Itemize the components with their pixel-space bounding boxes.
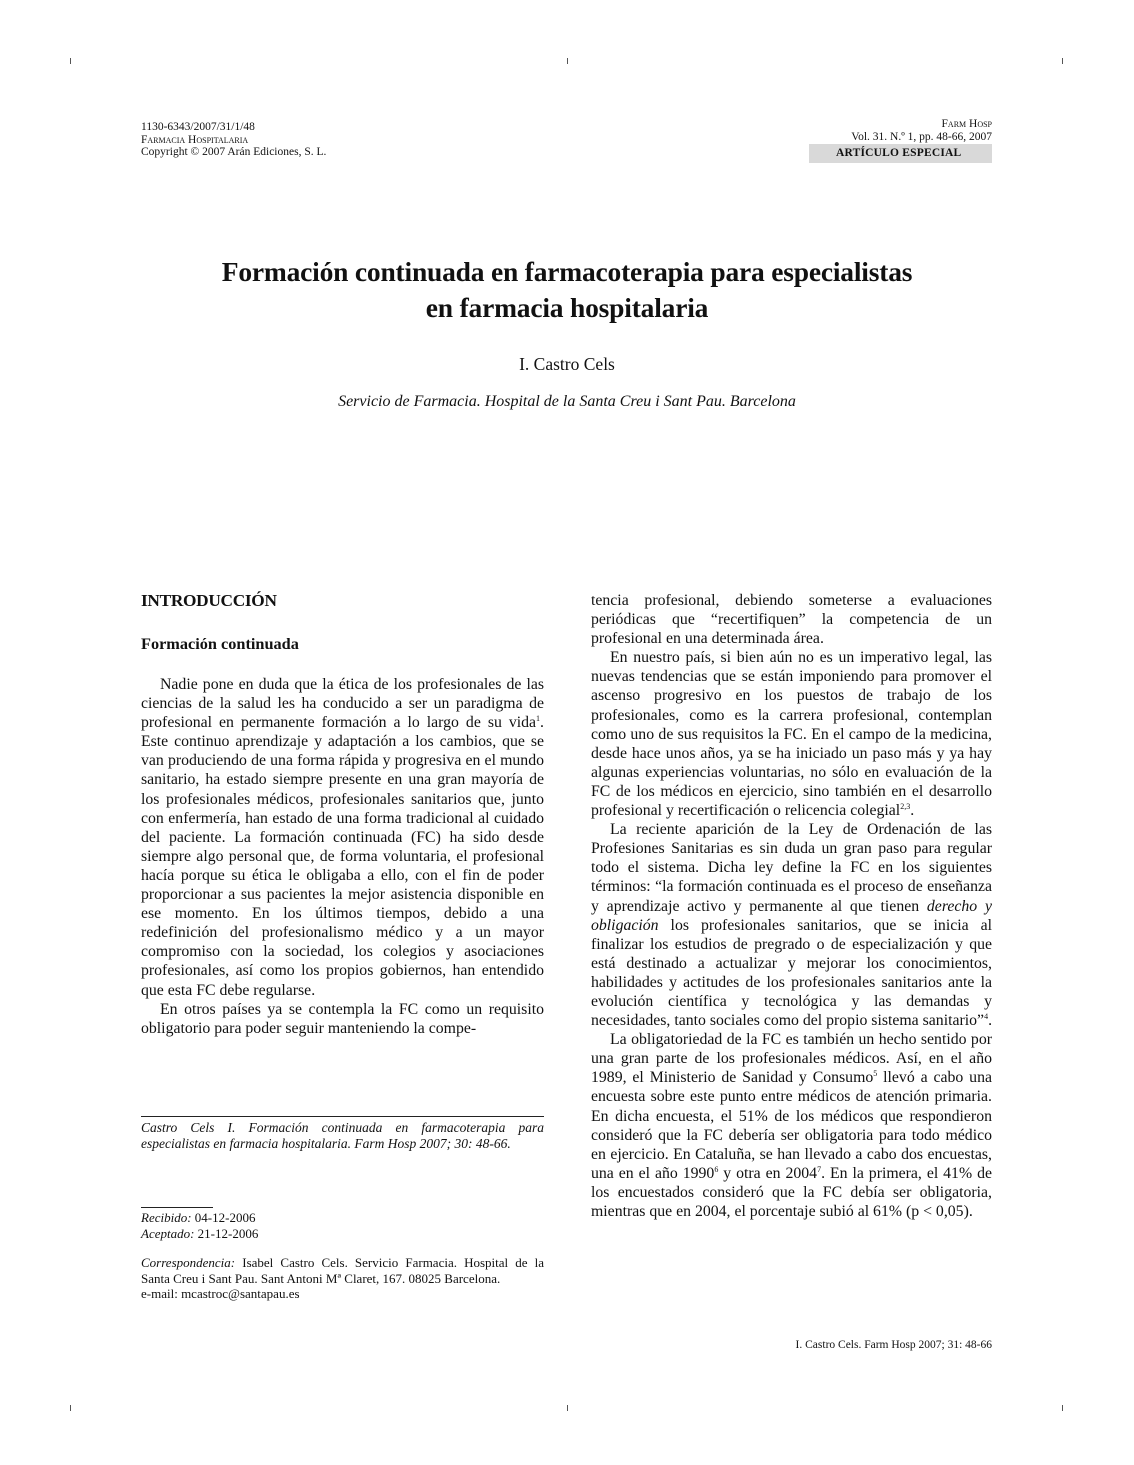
paragraph: Nadie pone en duda que la ética de los profesionales de las ciencias de la salud les ha conducido a ser un paradigma de profesional en permanente formación a lo largo de su vida$^1$. Este continuo aprendizaje y adaptación a los cambios, que se van produciendo de una forma rápida y progresiva en el mundo sanitario, ha estado siempre presente en una gran mayoría de los profesionales médicos, profesionales sanitarios que, junto con enfermería, han estado de una forma tradicional al cuidado del paciente. La formación continuada (FC) ha sido desde siempre algo personal que, de forma voluntaria, el profesional hacía porque su ética le obligaba a ello, con el fin de poder proporcionar a sus pacientes la mejor asistencia disponible en ese momento. En los últimos tiempos, debido a una redefinición del profesionalismo médico y a un mayor compromiso con la sociedad, los colegios y asociaciones profesionales, así como los propios gobiernos, han entendido que esta FC debe regularse. bbox=[141, 676, 544, 999]
author: I. Castro Cels bbox=[519, 354, 615, 374]
subsection-heading: Formación continuada bbox=[141, 634, 299, 653]
email: e-mail: mcastroc@santapau.es bbox=[141, 1286, 300, 1301]
citation-note: Castro Cels I. Formación continuada en farmacoterapia para especialistas en farmacia hospitalaria. Farm Hosp 2007; 30: 48-66. bbox=[141, 1116, 544, 1152]
reference-sup: 6 bbox=[714, 1164, 719, 1174]
received-label: Recibido: bbox=[141, 1210, 192, 1225]
header-right bbox=[851, 118, 992, 143]
accepted-date: 21-12-2006 bbox=[197, 1226, 259, 1241]
dates bbox=[141, 1210, 258, 1242]
journal-short: Farm Hosp bbox=[941, 118, 992, 130]
crop-mark bbox=[70, 1405, 71, 1411]
right-column bbox=[591, 591, 992, 1221]
section-heading: INTRODUCCIÓN bbox=[141, 591, 277, 610]
issn: 1130-6343/2007/31/1/48 bbox=[141, 121, 255, 133]
copyright: Copyright © 2007 Arán Ediciones, S. L. bbox=[141, 146, 327, 158]
paragraph: En nuestro país, si bien aún no es un imperativo legal, las nuevas tendencias que se están imponiendo para promover el ascenso progresivo en los puestos de trabajo de los profesionales, como es la carrera profesional, contemplan como uno de sus requisitos la FC. En el campo de la medicina, desde hace unos años, ya se ha iniciado un paso más y ya hay algunas experiencias voluntarias, no sólo en evaluación de la FC de los médicos en ejercicio, sino también en el desarrollo profesional y recertificación o relicencia colegial$^{2,3}$. bbox=[591, 649, 992, 820]
reference-sup: 4 bbox=[984, 1012, 989, 1022]
crop-mark bbox=[567, 58, 568, 64]
reference-sup: 5 bbox=[873, 1069, 878, 1079]
left-column bbox=[141, 591, 544, 1038]
reference-sup: 2,3 bbox=[900, 802, 911, 812]
crop-mark bbox=[567, 1405, 568, 1411]
journal-name: Farmacia Hospitalaria bbox=[141, 133, 249, 146]
paragraph: La reciente aparición de la Ley de Ordenación de las Profesiones Sanitarias es sin duda un gran paso para regular todo el sistema. Dicha ley define la FC en los siguientes términos: “la formación continuada es el proceso de enseñanza y aprendizaje activo y permanente al que tienen derecho y obligación los profesionales sanitarios, que se inicia al finalizar los estudios de pregrado o de especialización y que está destinado a actualizar y mejorar los conocimientos, habilidades y actitudes de los profesionales sanitarios ante la evolución científica y tecnológica y las demandas y necesidades, tanto sociales como del propio sistema sanitario”$^4$. bbox=[591, 821, 993, 1030]
article-title bbox=[120, 254, 1014, 326]
accepted-label: Aceptado: bbox=[141, 1226, 195, 1241]
reference-sup: 1 bbox=[536, 714, 541, 724]
paragraph: La obligatoriedad de la FC es también un hecho sentido por una gran parte de los profesionales médicos. Así, en el año 1989, el Ministerio de Sanidad y Consumo$^5$ llevó a cabo una encuesta sobre este punto entre médicos de atención primaria. En dicha encuesta, el 51% de los médicos que respondieron consideró que la FC debería ser obligatoria para todo médico en ejercicio. En Cataluña, se han llevado a cabo dos encuestas, una en el año 1990$^6$ y otra en 2004$^7$. En la primera, el 41% de los encuestados consideró que la FC debía ser obligatoria, mientras que en 2004, el porcentaje subió al 61% (p < 0,05). bbox=[591, 1031, 992, 1220]
title-line: Formación continuada en farmacoterapia para especialistas bbox=[221, 256, 913, 287]
correspondence-label: Correspondencia: bbox=[141, 1255, 236, 1270]
reference-sup: 7 bbox=[817, 1164, 822, 1174]
title-line: en farmacia hospitalaria bbox=[425, 292, 709, 323]
crop-mark bbox=[1062, 1405, 1063, 1411]
received-date: 04-12-2006 bbox=[194, 1210, 256, 1225]
volume-info: Vol. 31. N.º 1, pp. 48-66, 2007 bbox=[851, 130, 992, 143]
emphasis: derecho y obligación bbox=[591, 897, 992, 934]
paragraph: En otros países ya se contempla la FC como un requisito obligatorio para poder seguir manteniendo la compe- bbox=[141, 1000, 544, 1037]
affiliation: Servicio de Farmacia. Hospital de la Santa Creu i Sant Pau. Barcelona bbox=[338, 393, 796, 410]
correspondence-text: Isabel Castro Cels. Servicio Farmacia. Hospital de la Santa Creu i Sant Pau. Sant Antoni Mª Claret, 167. 08025 Barcelona. bbox=[141, 1255, 545, 1286]
crop-mark bbox=[1062, 58, 1063, 64]
header-left bbox=[141, 121, 326, 159]
correspondence bbox=[141, 1255, 544, 1302]
crop-mark bbox=[70, 58, 71, 64]
page-footer: I. Castro Cels. Farm Hosp 2007; 31: 48-66 bbox=[795, 1339, 992, 1351]
paragraph: tencia profesional, debiendo someterse a evaluaciones periódicas que “recertifiquen” la competencia de un profesional en una determinada área. bbox=[591, 592, 992, 648]
section-badge: ARTÍCULO ESPECIAL bbox=[809, 144, 992, 163]
divider bbox=[141, 1207, 213, 1208]
